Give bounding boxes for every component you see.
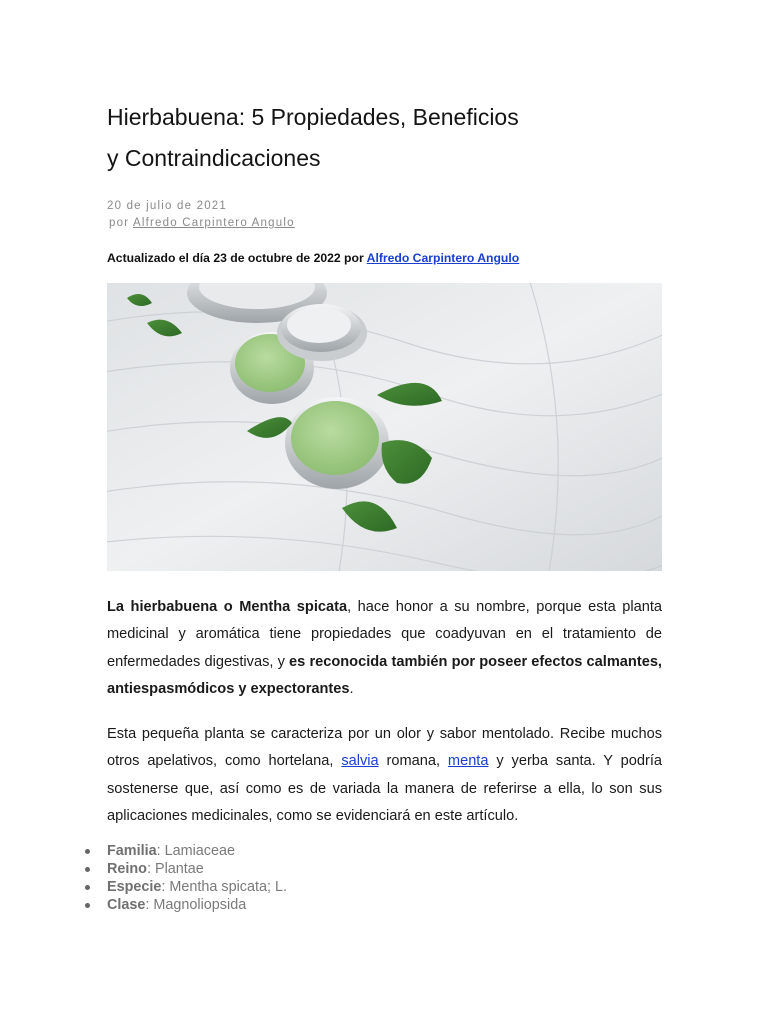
title-line-2: y Contraindicaciones	[107, 145, 321, 171]
bullet-icon	[85, 903, 90, 908]
publish-date: 20 de julio de 2021	[107, 200, 227, 212]
fact-label: Familia	[107, 843, 157, 859]
updated-author-link[interactable]: Alfredo Carpintero Angulo	[366, 251, 520, 265]
hero-image	[107, 283, 662, 571]
fact-value: : Lamiaceae	[156, 843, 235, 859]
fact-value: : Magnoliopsida	[145, 897, 247, 913]
updated-text: Actualizado el día 23 de octubre de 2022 por	[107, 251, 367, 265]
description-paragraph	[107, 721, 662, 830]
list-item	[107, 860, 287, 878]
intro-text-end: .	[349, 680, 354, 697]
desc-text-c: y yerba santa. Y podría sostenerse que, así como es de variada la manera de referirse a ella, lo son sus aplicaciones medicinales, como se evidenciará en este artículo.	[107, 753, 662, 824]
list-item	[107, 896, 287, 914]
bullet-icon	[85, 867, 90, 872]
intro-bold-end: es reconocida también por poseer efectos calmantes, antiespasmódicos y expectorantes	[107, 653, 662, 697]
list-item	[107, 842, 287, 860]
list-item	[107, 878, 287, 896]
bullet-icon	[85, 885, 90, 890]
menta-link[interactable]: menta	[447, 753, 489, 770]
taxonomy-list	[107, 842, 287, 914]
desc-text-b: romana,	[378, 753, 448, 770]
updated-notice	[107, 251, 519, 265]
desc-text-a: Esta pequeña planta se caracteriza por un olor y sabor mentolado. Recibe muchos otros apelativos, como hortelana,	[107, 726, 662, 770]
bullet-icon	[85, 849, 90, 854]
byline	[109, 217, 295, 229]
fact-label: Reino	[107, 861, 147, 877]
intro-paragraph	[107, 594, 662, 703]
fact-label: Clase	[107, 897, 146, 913]
fact-label: Especie	[107, 879, 162, 895]
fact-value: : Plantae	[146, 861, 204, 877]
byline-prefix: por	[109, 217, 133, 229]
article-title	[107, 97, 667, 179]
author-link[interactable]: Alfredo Carpintero Angulo	[132, 217, 295, 229]
intro-bold-start: La hierbabuena o Mentha spicata	[107, 599, 348, 615]
intro-text-mid: , hace honor a su nombre, porque esta planta medicinal y aromática tiene propiedades que coadyuvan en el tratamiento de enfermedades digestivas, y	[107, 599, 662, 670]
salvia-link[interactable]: salvia	[341, 753, 379, 770]
title-line-1: Hierbabuena: 5 Propiedades, Beneficios	[107, 104, 519, 130]
fact-value: : Mentha spicata; L.	[161, 879, 287, 895]
